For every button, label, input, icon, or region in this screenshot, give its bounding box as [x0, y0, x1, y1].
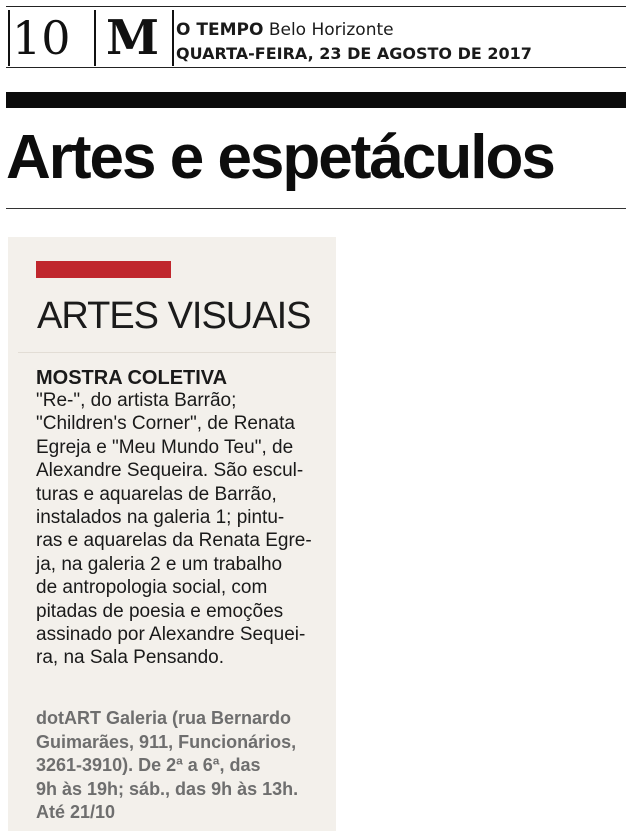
- entry-info-line: dotART Galeria (rua Bernardo: [36, 708, 292, 728]
- entry-body-line: de antropologia social, com: [36, 577, 268, 599]
- entry-body-line: assinado por Alexandre Sequei-: [36, 624, 306, 646]
- masthead-separator: [8, 10, 10, 66]
- entry-info: [36, 707, 298, 825]
- issue-date: QUARTA-FEIRA, 23 DE AGOSTO DE 2017: [176, 44, 532, 63]
- masthead-separator: [94, 10, 96, 66]
- category-title: ARTES VISUAIS: [37, 295, 311, 337]
- entry-body-line: "Children's Corner", de Renata: [36, 413, 295, 435]
- entry-info-line: Até 21/10: [36, 802, 116, 822]
- page-number: 10: [12, 11, 71, 65]
- section-rule: [6, 208, 626, 209]
- entry-info-line: Guimarães, 911, Funcionários,: [36, 731, 297, 752]
- entry-body-line: ras e aquarelas da Renata Egre-: [36, 530, 312, 552]
- black-rule: [6, 92, 626, 108]
- paper-line: [176, 20, 394, 40]
- masthead-separator: [172, 10, 174, 66]
- entry-info-line: 9h às 19h; sáb., das 9h às 13h.: [36, 778, 299, 799]
- entry-body-line: Alexandre Sequeira. São escul-: [36, 460, 304, 482]
- entry-body-line: turas e aquarelas de Barrão,: [36, 483, 277, 505]
- entry-body-line: ja, na galeria 2 e um trabalho: [36, 553, 283, 575]
- entry-body-line: Egreja e "Meu Mundo Teu", de: [36, 436, 294, 458]
- entry-title: MOSTRA COLETIVA: [36, 367, 228, 389]
- entry-body-line: instalados na galeria 1; pintu-: [36, 507, 285, 529]
- category-color-bar: [36, 261, 171, 278]
- paper-name: O TEMPO: [176, 20, 264, 40]
- entry-body-line: ra, na Sala Pensando.: [36, 647, 225, 669]
- category-divider: [18, 352, 336, 353]
- entry-body-line: pitadas de poesia e emoções: [36, 600, 284, 622]
- city-name: Belo Horizonte: [268, 20, 394, 40]
- entry-body: [36, 389, 336, 670]
- entry-info-line: 3261-3910). De 2ª a 6ª, das: [36, 755, 261, 775]
- section-letter: M: [106, 10, 160, 66]
- entry-body-line: "Re-", do artista Barrão;: [36, 390, 237, 411]
- section-title: Artes e espetáculos: [6, 123, 554, 192]
